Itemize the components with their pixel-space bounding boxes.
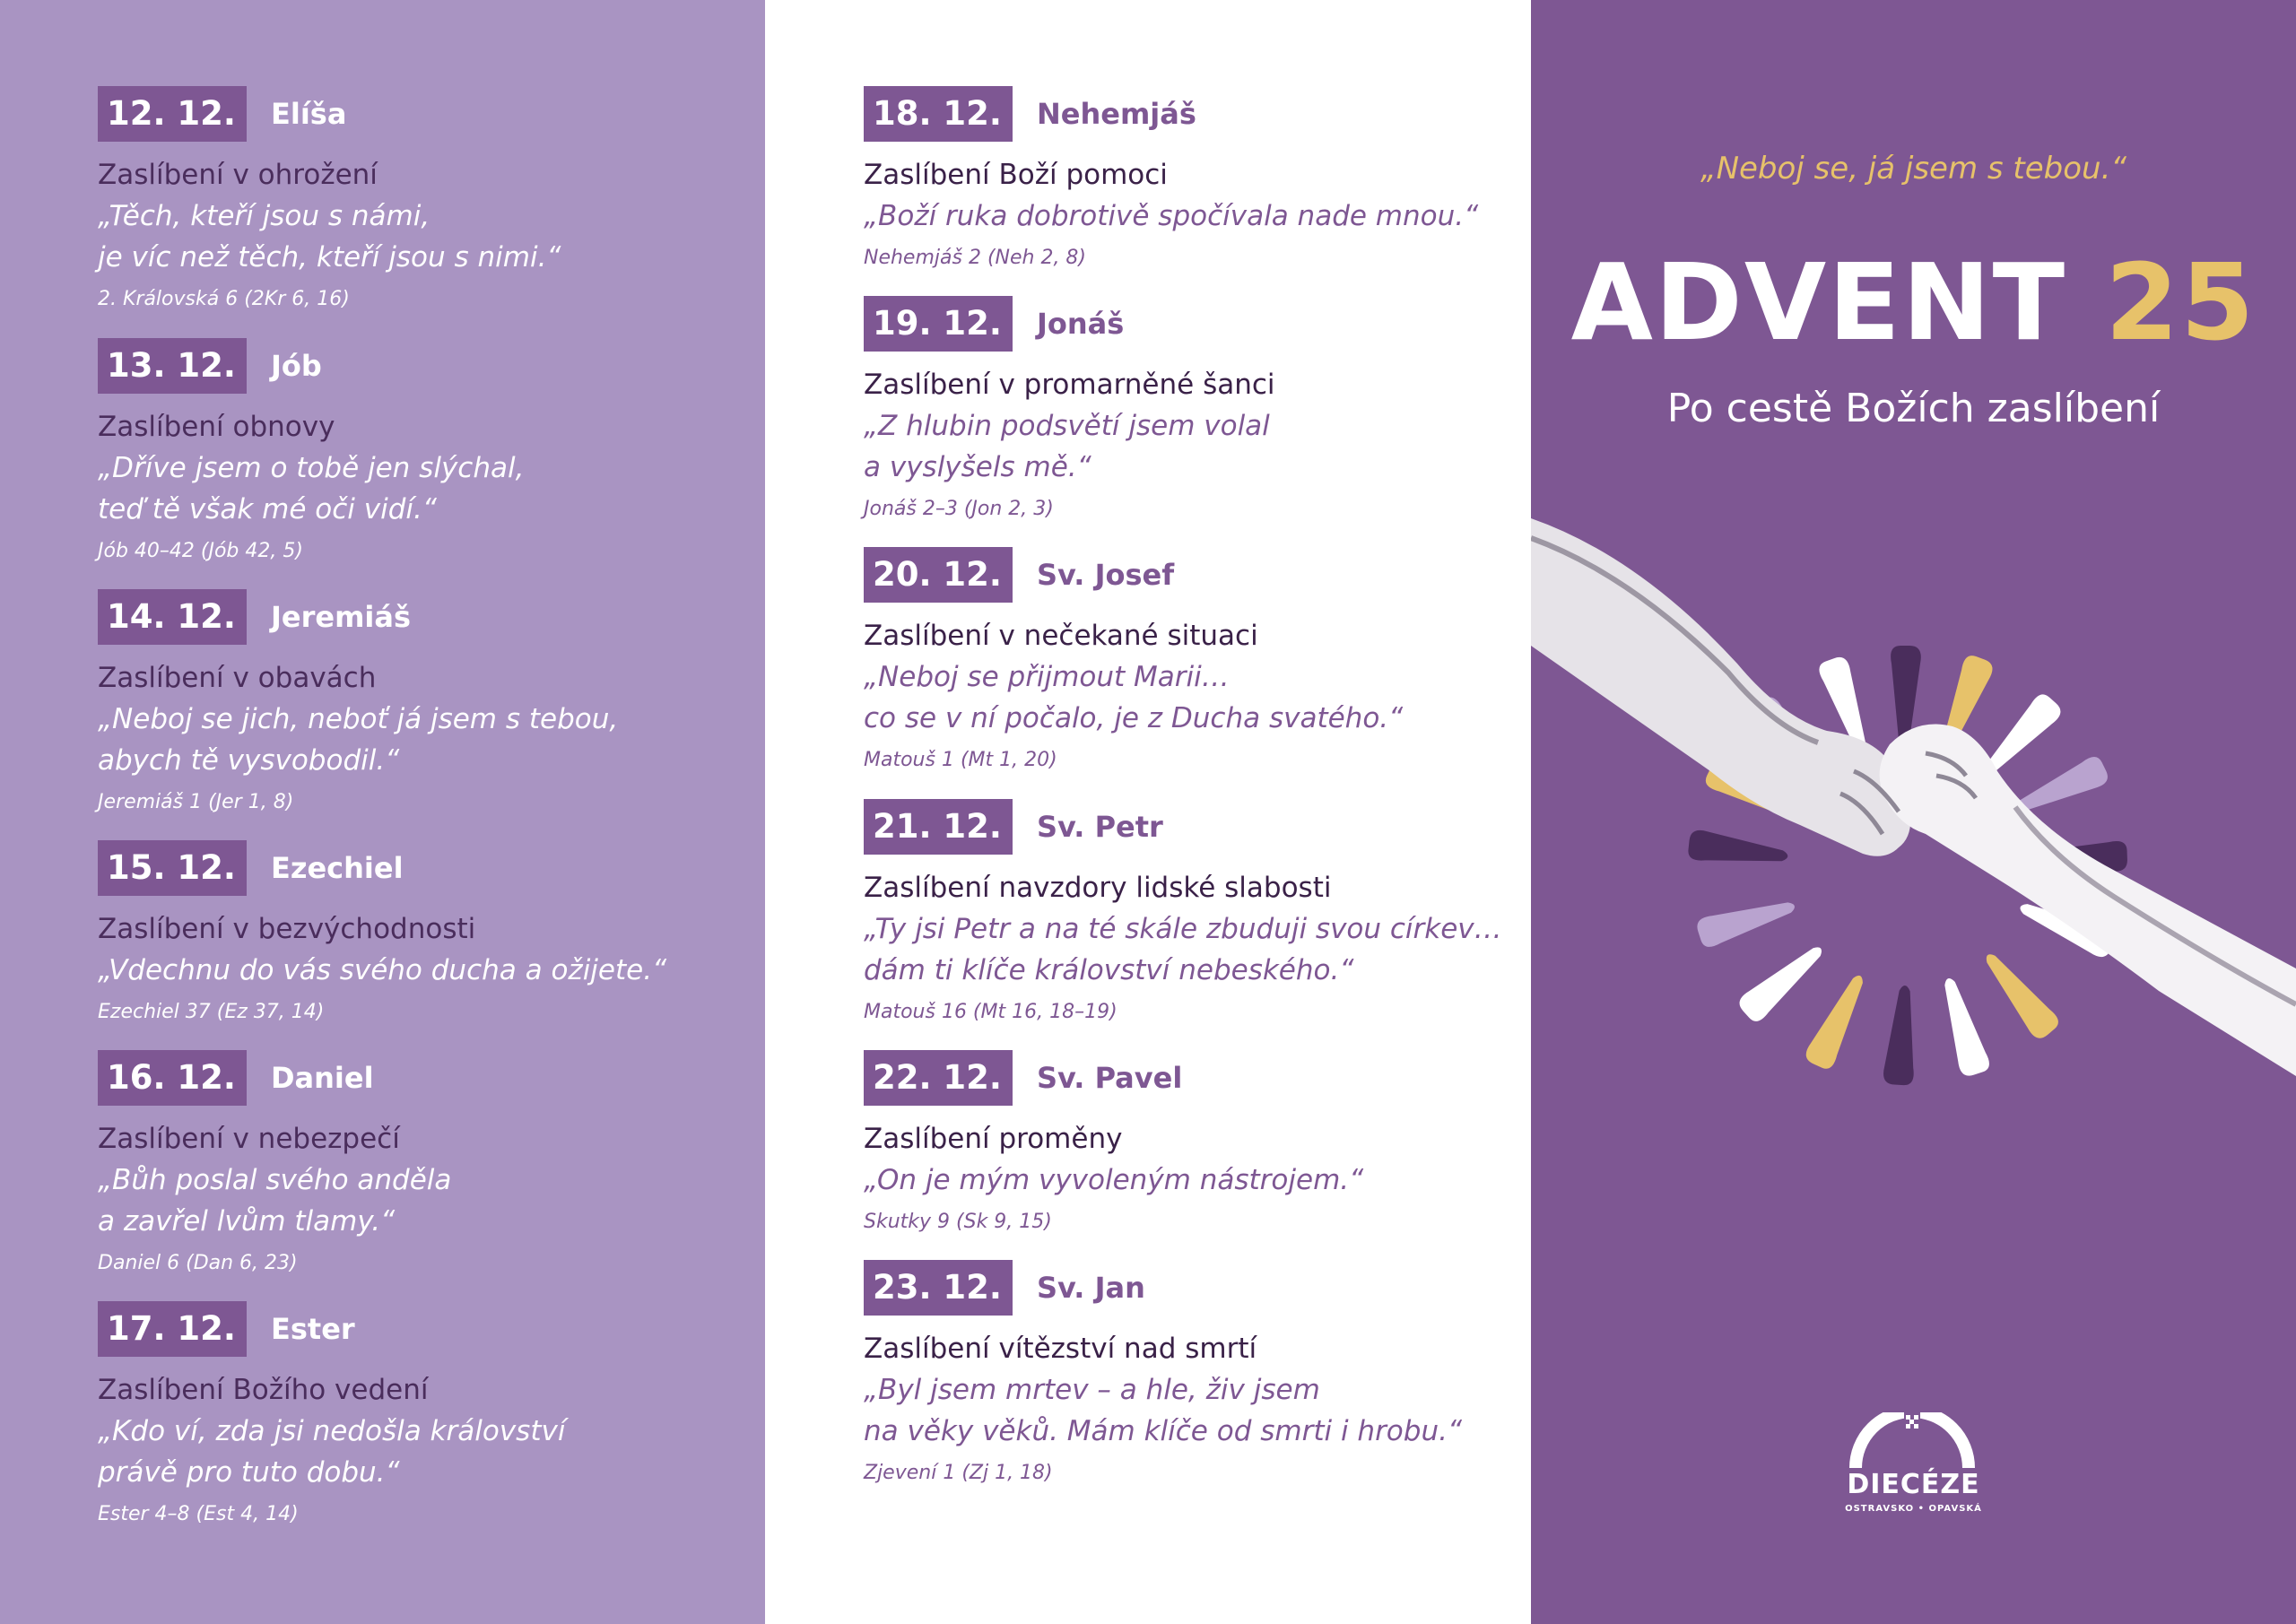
date-badge: 17. 12. [98, 1301, 247, 1357]
promise-title: Zaslíbení v obavách [98, 662, 377, 694]
person-name: Jób [270, 349, 322, 383]
logo-subtitle: OSTRAVSKO • OPAVSKÁ [1845, 1504, 1982, 1514]
calendar-entry [98, 1050, 451, 1278]
person-name: Ezechiel [270, 851, 404, 885]
middle-panel [765, 0, 1531, 1624]
bible-reference: Jób 40–42 (Jób 42, 5) [98, 540, 303, 562]
person-name: Nehemjáš [1036, 97, 1196, 131]
promise-title: Zaslíbení proměny [864, 1123, 1123, 1155]
bible-reference: Ezechiel 37 (Ez 37, 14) [98, 1001, 325, 1023]
bible-reference: Jonáš 2–3 (Jon 2, 3) [864, 498, 1054, 520]
person-name: Jonáš [1036, 307, 1125, 341]
bible-quote: „Kdo ví, zda jsi nedošla království právě pro tuto dobu.“ [98, 1415, 566, 1489]
bible-quote: „Bůh poslal svého anděla a zavřel lvům tlamy.“ [98, 1164, 452, 1238]
bible-quote: „Neboj se přijmout Marii… co se v ní počalo, je z Ducha svatého.“ [864, 661, 1404, 734]
date-badge: 19. 12. [864, 296, 1013, 352]
entry-header [864, 1260, 1462, 1316]
entry-header [98, 338, 524, 394]
date-badge: 13. 12. [98, 338, 247, 394]
promise-title: Zaslíbení Boží pomoci [864, 159, 1168, 191]
left-panel [0, 0, 765, 1624]
entry-header [864, 1050, 1363, 1106]
person-name: Sv. Josef [1036, 558, 1175, 592]
cover-title [1531, 240, 2296, 364]
bible-reference: Matouš 1 (Mt 1, 20) [864, 749, 1057, 771]
logo-wordmark: DIECÉZE [1847, 1469, 1980, 1500]
bible-quote: „Z hlubin podsvětí jsem volal a vyslyšels mě.“ [864, 410, 1270, 483]
bible-quote: „Vdechnu do vás svého ducha a ožijete.“ [98, 954, 667, 986]
bible-reference: Matouš 16 (Mt 16, 18–19) [864, 1001, 1118, 1023]
person-name: Sv. Jan [1036, 1271, 1145, 1305]
date-badge: 16. 12. [98, 1050, 247, 1106]
person-name: Jeremiáš [270, 600, 412, 634]
calendar-entry [864, 296, 1275, 524]
calendar-entry [864, 1050, 1363, 1237]
title-number: 25 [2105, 240, 2257, 364]
bible-quote: „Byl jsem mrtev – a hle, živ jsem na věky věků. Mám klíče od smrti i hrobu.“ [864, 1374, 1463, 1447]
promise-title: Zaslíbení v promarněné šanci [864, 369, 1275, 401]
bible-reference: Jeremiáš 1 (Jer 1, 8) [98, 791, 294, 813]
calendar-entry [864, 86, 1478, 273]
calendar-entry [98, 86, 561, 314]
calendar-entry [864, 799, 1502, 1027]
cover-motto: „Neboj se, já jsem s tebou.“ [1700, 151, 2127, 187]
bible-reference: Skutky 9 (Sk 9, 15) [864, 1211, 1052, 1233]
bible-reference: Ester 4–8 (Est 4, 14) [98, 1503, 299, 1525]
calendar-entry [98, 1301, 565, 1529]
promise-title: Zaslíbení v nečekané situaci [864, 620, 1258, 652]
calendar-entry [864, 1260, 1462, 1488]
bible-reference: Nehemjáš 2 (Neh 2, 8) [864, 247, 1087, 269]
entry-header [98, 1301, 565, 1357]
person-name: Elíša [270, 97, 347, 131]
calendar-entry [98, 840, 666, 1027]
person-name: Ester [270, 1312, 355, 1346]
title-word: ADVENT [1570, 240, 2067, 364]
entry-header [864, 547, 1403, 603]
clasped-hands-icon [1531, 502, 2296, 1220]
bible-quote: „Ty jsi Petr a na té skále zbuduji svou církev… dám ti klíče království nebeského.“ [864, 913, 1502, 986]
cover-subtitle: Po cestě Božích zaslíbení [1666, 386, 2161, 431]
promise-title: Zaslíbení vítězství nad smrtí [864, 1333, 1257, 1365]
calendar-entry [98, 589, 618, 817]
promise-title: Zaslíbení navzdory lidské slabosti [864, 872, 1332, 904]
date-badge: 20. 12. [864, 547, 1013, 603]
cover-panel [1531, 0, 2296, 1624]
entry-header [98, 1050, 451, 1106]
person-name: Sv. Pavel [1036, 1061, 1183, 1095]
bible-quote: „Neboj se jich, neboť já jsem s tebou, abych tě vysvobodil.“ [98, 703, 619, 777]
entry-header [98, 589, 618, 645]
promise-title: Zaslíbení Božího vedení [98, 1374, 429, 1406]
promise-title: Zaslíbení v bezvýchodnosti [98, 913, 476, 945]
bible-quote: „Těch, kteří jsou s námi, je víc než těch, kteří jsou s nimi.“ [98, 200, 561, 274]
entry-header [98, 86, 561, 142]
promise-title: Zaslíbení v nebezpečí [98, 1123, 400, 1155]
date-badge: 21. 12. [864, 799, 1013, 855]
date-badge: 18. 12. [864, 86, 1013, 142]
bible-reference: Daniel 6 (Dan 6, 23) [98, 1252, 298, 1274]
person-name: Daniel [270, 1061, 374, 1095]
bible-reference: Zjevení 1 (Zj 1, 18) [864, 1462, 1053, 1484]
bible-quote: „Dříve jsem o tobě jen slýchal, teď tě však mé oči vidí.“ [98, 452, 525, 525]
entry-header [98, 840, 666, 896]
promise-title: Zaslíbení obnovy [98, 411, 335, 443]
date-badge: 23. 12. [864, 1260, 1013, 1316]
calendar-entry [98, 338, 524, 566]
bible-quote: „Boží ruka dobrotivě spočívala nade mnou.“ [864, 200, 1479, 232]
date-badge: 22. 12. [864, 1050, 1013, 1106]
date-badge: 14. 12. [98, 589, 247, 645]
person-name: Sv. Petr [1036, 810, 1163, 844]
calendar-entry [864, 547, 1403, 775]
entry-header [864, 296, 1275, 352]
entry-header [864, 86, 1478, 142]
bible-quote: „On je mým vyvoleným nástrojem.“ [864, 1164, 1364, 1196]
bible-reference: 2. Královská 6 (2Kr 6, 16) [98, 288, 350, 310]
date-badge: 12. 12. [98, 86, 247, 142]
date-badge: 15. 12. [98, 840, 247, 896]
promise-title: Zaslíbení v ohrožení [98, 159, 378, 191]
entry-header [864, 799, 1502, 855]
